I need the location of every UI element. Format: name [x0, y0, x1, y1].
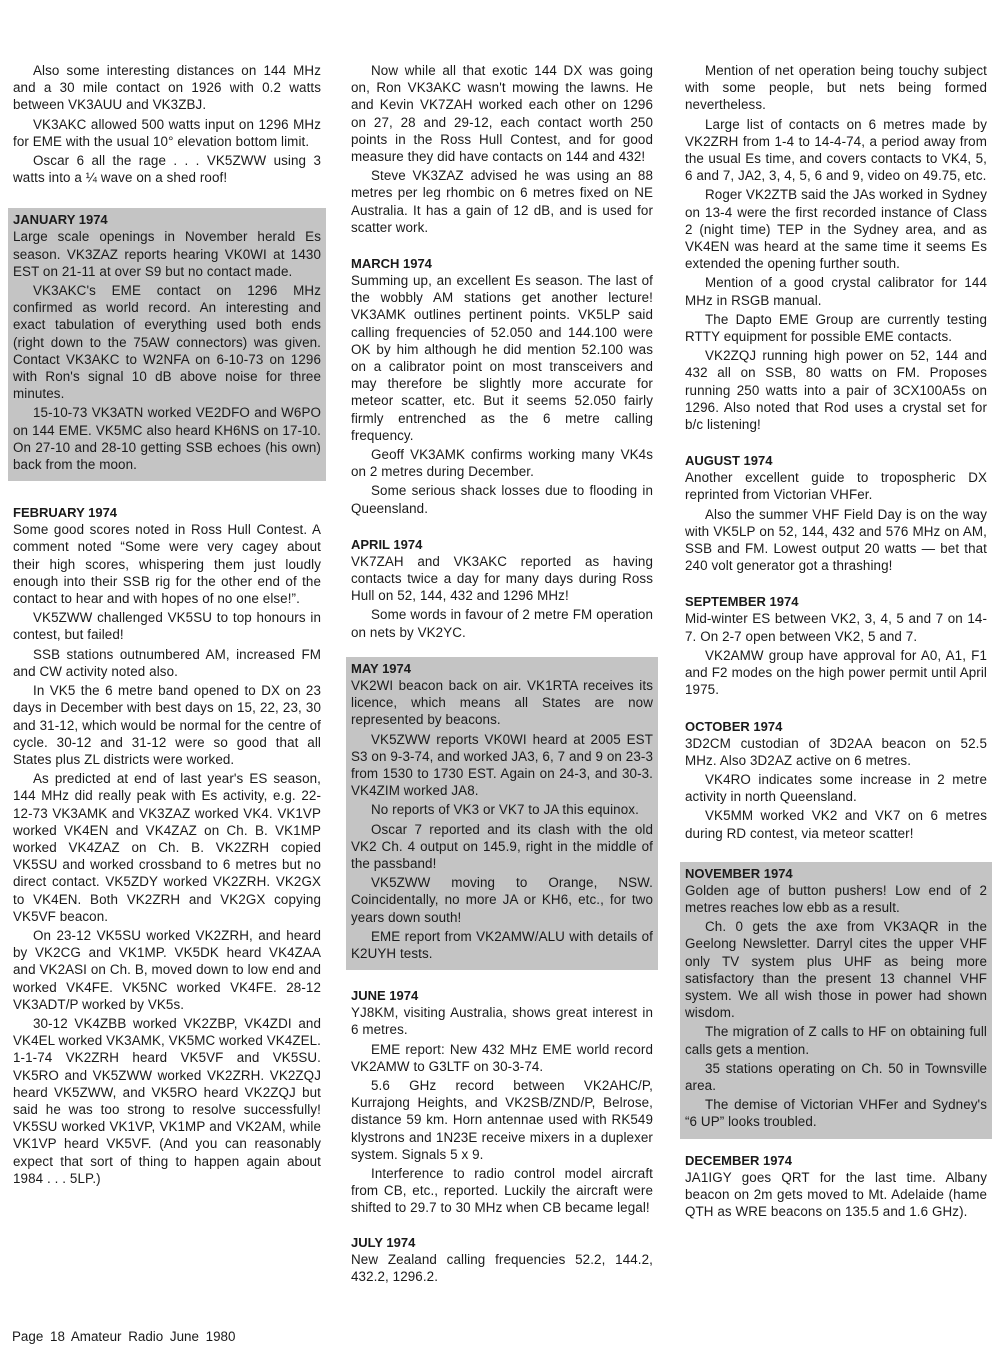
section-heading: JUNE 1974 — [351, 988, 419, 1004]
article-section — [680, 1153, 992, 1229]
paragraph: 15-10-73 VK3ATN worked VE2DFO and W6PO on 144 EME. VK5MC also heard KH6NS on 17-10. On 27-10 and 28-10 getting SSB echoes (his own) back from the moon. — [13, 405, 321, 473]
paragraph: VK5ZWW moving to Orange, NSW. Coincidentally, no more JA or KH6, etc., for two years down south! — [351, 875, 653, 925]
paragraph: Ch. 0 gets the axe from VK3AQR in the Geelong Newsletter. Darryl cites the upper VHF only TV system plus UHF as being more satisfactory than the present 13 channel VHF system. We all wish those in power had shown wisdom. — [685, 919, 987, 1021]
paragraph: Roger VK2ZTB said the JAs worked in Sydney on 13-4 were the first recorded instance of Class 2 (night time) TEP in the Sydney area, and as VK4EN was heard at the same time it seems Es extended the opening further south. — [685, 187, 987, 272]
column-3 — [680, 62, 992, 1228]
section-heading: OCTOBER 1974 — [685, 718, 783, 734]
page-footer: Page 18 Amateur Radio June 1980 — [12, 1329, 236, 1344]
paragraph: JA1IGY goes QRT for the last time. Albany beacon on 2m gets moved to Mt. Adelaide (hame QTH as WRE beacons on 135.5 and 1.6 GHz). — [685, 1169, 987, 1219]
paragraph: Mention of net operation being touchy subject with some people, but nets being formed nevertheless. — [685, 63, 987, 113]
article-section — [346, 62, 658, 244]
paragraph: Mid-winter ES between VK2, 3, 4, 5 and 7 on 14-7. On 2-7 open between VK2, 5 and 7. — [685, 611, 987, 644]
section-heading: JANUARY 1974 — [13, 212, 108, 228]
paragraph: Golden age of button pushers! Low end of 2 metres reaches low ebb as a result. — [685, 882, 987, 915]
section-heading: SEPTEMBER 1974 — [685, 594, 799, 610]
paragraph: EME report from VK2AMW/ALU with details of K2UYH tests. — [351, 928, 653, 961]
section-spacer — [680, 1139, 992, 1143]
section-heading: AUGUST 1974 — [685, 453, 773, 469]
paragraph: YJ8KM, visiting Australia, shows great interest in 6 metres. — [351, 1005, 653, 1038]
paragraph: The Dapto EME Group are currently testing RTTY equipment for possible EME contacts. — [685, 311, 987, 345]
section-spacer — [680, 582, 992, 584]
paragraph: Oscar 7 reported and its clash with the old VK2 Ch. 4 output on 145.9, right in the middle of the passband! — [351, 821, 653, 871]
paragraph: The migration of Z calls to HF on obtaining full calls gets a mention. — [685, 1024, 987, 1057]
paragraph: VK4RO indicates some increase in 2 metre activity in north Queensland. — [685, 771, 987, 805]
paragraph: Also the summer VHF Field Day is on the way with VK5LP on 52, 144, 432 and 576 MHz on AM, SSB and FM. Lowest output 20 watts — bet that 240 volt generator got a thrashing! — [685, 506, 987, 574]
article-section — [346, 537, 658, 649]
paragraph: 35 stations operating on Ch. 50 in Townsville area. — [685, 1060, 987, 1093]
section-heading: DECEMBER 1974 — [685, 1152, 792, 1168]
article-section — [8, 208, 326, 481]
paragraph: 30-12 VK4ZBB worked VK2ZBP, VK4ZDI and VK4EL worked VK3AMK, VK5MC worked VK4ZEL. 1-1-74 VK2ZRH heard VK5VF and VK5SU. VK5RO and VK5ZWW worked VK2ZRH. VK2ZQJ heard VK5ZWW, and VK5RO heard VK2ZQJ but said he was too strong to resolve successfully! VK5SU worked VK1VP, VK1MP and VK2AM, while VK1VP heard VK5VF. (And you can reasonably expect that sort of thing to happen again about 1984 . . . 5LP.) — [13, 1015, 321, 1186]
paragraph: Large scale openings in November herald Es season. VK3ZAZ reports hearing VK0WI at 1430 EST on 21-11 at over S9 but no contact made. — [13, 229, 321, 279]
paragraph: VK7ZAH and VK3AKC reported as having contacts twice a day for many days during Ross Hull on 52, 144, 432 and 1296 MHz! — [351, 553, 653, 604]
section-heading: MARCH 1974 — [351, 256, 432, 272]
paragraph: VK3AKC allowed 500 watts input on 1296 MHz for EME with the usual 10° elevation bottom limit. — [13, 116, 321, 149]
article-section — [680, 62, 992, 441]
article-section — [8, 505, 326, 1195]
article-section — [680, 594, 992, 706]
paragraph: EME report: New 432 MHz EME world record VK2AMW to G3LTF on 30-3-74. — [351, 1041, 653, 1074]
article-section — [680, 862, 992, 1139]
paragraph: Oscar 6 all the rage . . . VK5ZWW using 3 watts into a ¼ wave on a shed roof! — [13, 153, 321, 186]
paragraph: New Zealand calling frequencies 52.2, 144.2, 432.2, 1296.2. — [351, 1251, 653, 1284]
article-section — [680, 453, 992, 582]
paragraph: Interference to radio control model aircraft from CB, etc., reported. Luckily the aircraft were shifted to 29.7 to 30 MHz when CB became legal! — [351, 1165, 653, 1216]
paragraph: Some serious shack losses due to flooding in Queensland. — [351, 483, 653, 516]
paragraph: Geoff VK3AMK confirms working many VK4s on 2 metres during December. — [351, 447, 653, 480]
section-spacer — [8, 194, 326, 208]
article-section — [680, 719, 992, 850]
paragraph: VK5ZWW challenged VK5SU to top honours in contest, but failed! — [13, 610, 321, 643]
section-spacer — [680, 707, 992, 709]
paragraph: Mention of a good crystal calibrator for 144 MHz in RSGB manual. — [685, 275, 987, 308]
paragraph: As predicted at end of last year's ES season, 144 MHz did really peak with Es activity, e.g. 22-12-73 VK3AMK and VK3ZAZ worked VK4. VK1VP worked VK4EN and VK4ZAZ on Ch. B. VK1MP worked VK4ZAZ on Ch. B. VK2ZRH copied VK5SU and worked crossband to 6 metres but no direct contact. VK5ZDY worked VK2ZRH. VK2GX to VK4EN. Both VK2ZRH and VK2GX copying VK5VF beacon. — [13, 771, 321, 924]
paragraph: Steve VK3ZAZ advised he was using an 88 metres per leg rhombic on 6 metres fixed on NE Australia. It has a gain of 12 dB, and is used for scatter work. — [351, 168, 653, 235]
article-section — [346, 657, 658, 970]
section-heading: FEBRUARY 1974 — [13, 505, 118, 521]
section-spacer — [680, 441, 992, 443]
paragraph: VK2ZQJ running high power on 52, 144 and 432 all on SSB, 80 watts on FM. Proposes running 250 watts into a pair of 3CX100A5s on 1296. Also noted that Rod uses a crystal set for b/c listening! — [685, 348, 987, 433]
paragraph: VK2AMW group have approval for A0, A1, F1 and F2 modes on the high power permit until April 1975. — [685, 647, 987, 698]
article-section — [346, 988, 658, 1224]
column-1 — [8, 62, 326, 1195]
paragraph: Also some interesting distances on 144 MHz and a 30 mile contact on 1926 with 0.2 watts between VK3AUU and VK3ZBJ. — [13, 63, 321, 113]
section-spacer — [346, 244, 658, 246]
section-spacer — [346, 525, 658, 527]
section-spacer — [346, 649, 658, 657]
paragraph: 3D2CM custodian of 3D2AA beacon on 52.5 MHz. Also 3D2AZ active on 6 metres. — [685, 735, 987, 768]
section-spacer — [346, 970, 658, 978]
paragraph: SSB stations outnumbered AM, increased FM and CW activity noted also. — [13, 646, 321, 679]
article-section — [346, 1235, 658, 1293]
paragraph: No reports of VK3 or VK7 to JA this equinox. — [371, 802, 639, 818]
paragraph: VK5MM worked VK2 and VK7 on 6 metres during RD contest, via meteor scatter! — [685, 808, 987, 841]
paragraph: 5.6 GHz record between VK2AHC/P, Kurrajong Heights, and VK2SB/ZND/P, Belrose, distance 59 km. Horn antennae used with RK549 klystrons and 1N23E receive mixers in a duplexer system. Signals 5 x 9. — [351, 1077, 653, 1162]
paragraph: Large list of contacts on 6 metres made by VK2ZRH from 1-4 to 14-4-74, a period away from the usual Es time, and covers contacts to VK4, 5, 6 and 7, JA2, 3, 4, 5, 6 and 9, video on 49.75, etc. — [685, 116, 987, 184]
paragraph: VK2WI beacon back on air. VK1RTA receives its licence, which means all States are now represented by beacons. — [351, 677, 653, 728]
paragraph: Some good scores noted in Ross Hull Contest. A comment noted “Some were very cagey about their high scores, whispering them just loudly enough into their SSB rig for the other end of the contact to hear and with hopes of no one else!”. — [13, 522, 321, 607]
paragraph: VK5ZWW reports VK0WI heard at 2005 EST S3 on 9-3-74, and worked JA3, 6, 7 and 9 on 23-3 from 1530 to 1730 EST. Again on 24-3, and 30-3. VK4ZIM worked JA8. — [351, 731, 653, 799]
paragraph: Now while all that exotic 144 DX was going on, Ron VK3AKC wasn't mowing the lawns. He and Kevin VK7ZAH worked each other on 1296 on 27, 28 and 29-12, each contact worth 250 points in the Ross Hull Contest, and for good measure they did have contacts on 144 and 432! — [351, 63, 653, 165]
section-heading: APRIL 1974 — [351, 536, 423, 552]
paragraph: VK3AKC's EME contact on 1296 MHz confirmed as world record. An interesting and exact tabulation of everything used both ends (right down to the 75AW connectors) was given. Contact VK3AKC to W2NFA on 6-10-73 on 1296 with Ron's signal 10 dB above noise for three minutes. — [13, 283, 321, 402]
section-heading: MAY 1974 — [351, 660, 411, 676]
section-spacer — [8, 481, 326, 495]
section-heading: NOVEMBER 1974 — [685, 865, 793, 881]
paragraph: In VK5 the 6 metre band opened to DX on 23 days in December with best days on 15, 22, 23, 30 and 31-12, which would be normal for the centre of cycle. 30-12 and 31-12 were so good that all States plus ZL districts were worked. — [13, 683, 321, 767]
paragraph: Summing up, an excellent Es season. The last of the wobbly AM stations get another lecture! VK3AMK outlines pertinent points. VK5LP said calling frequencies of 52.050 and 144.100 were OK by him although he did mention 52.100 was on a calibrator point on most transceivers and may therefore be slightly more accurate for meteor scatter, etc. But it seems 52.050 fairly firmly entrenched as the 6 metre calling frequency. — [351, 273, 653, 443]
column-2 — [346, 62, 658, 1293]
article-section — [346, 256, 658, 525]
paragraph: The demise of Victorian VHFer and Sydney's “6 UP” looks troubled. — [685, 1097, 987, 1130]
section-spacer — [680, 850, 992, 862]
article-section — [8, 62, 326, 194]
paragraph: On 23-12 VK5SU worked VK2ZRH, and heard by VK2CG and VK1MP. VK5DK heard VK4ZAA and VK2ASI on Ch. B, moved down to low end and worked VK4FE. VK5NC worked VK4FE. 28-12 VK3ADT/P worked by VK5s. — [13, 927, 321, 1012]
paragraph: Some words in favour of 2 metre FM operation on nets by VK2YC. — [351, 607, 653, 640]
section-heading: JULY 1974 — [351, 1234, 416, 1250]
paragraph: Another excellent guide to tropospheric DX reprinted from Victorian VHFer. — [685, 470, 987, 503]
